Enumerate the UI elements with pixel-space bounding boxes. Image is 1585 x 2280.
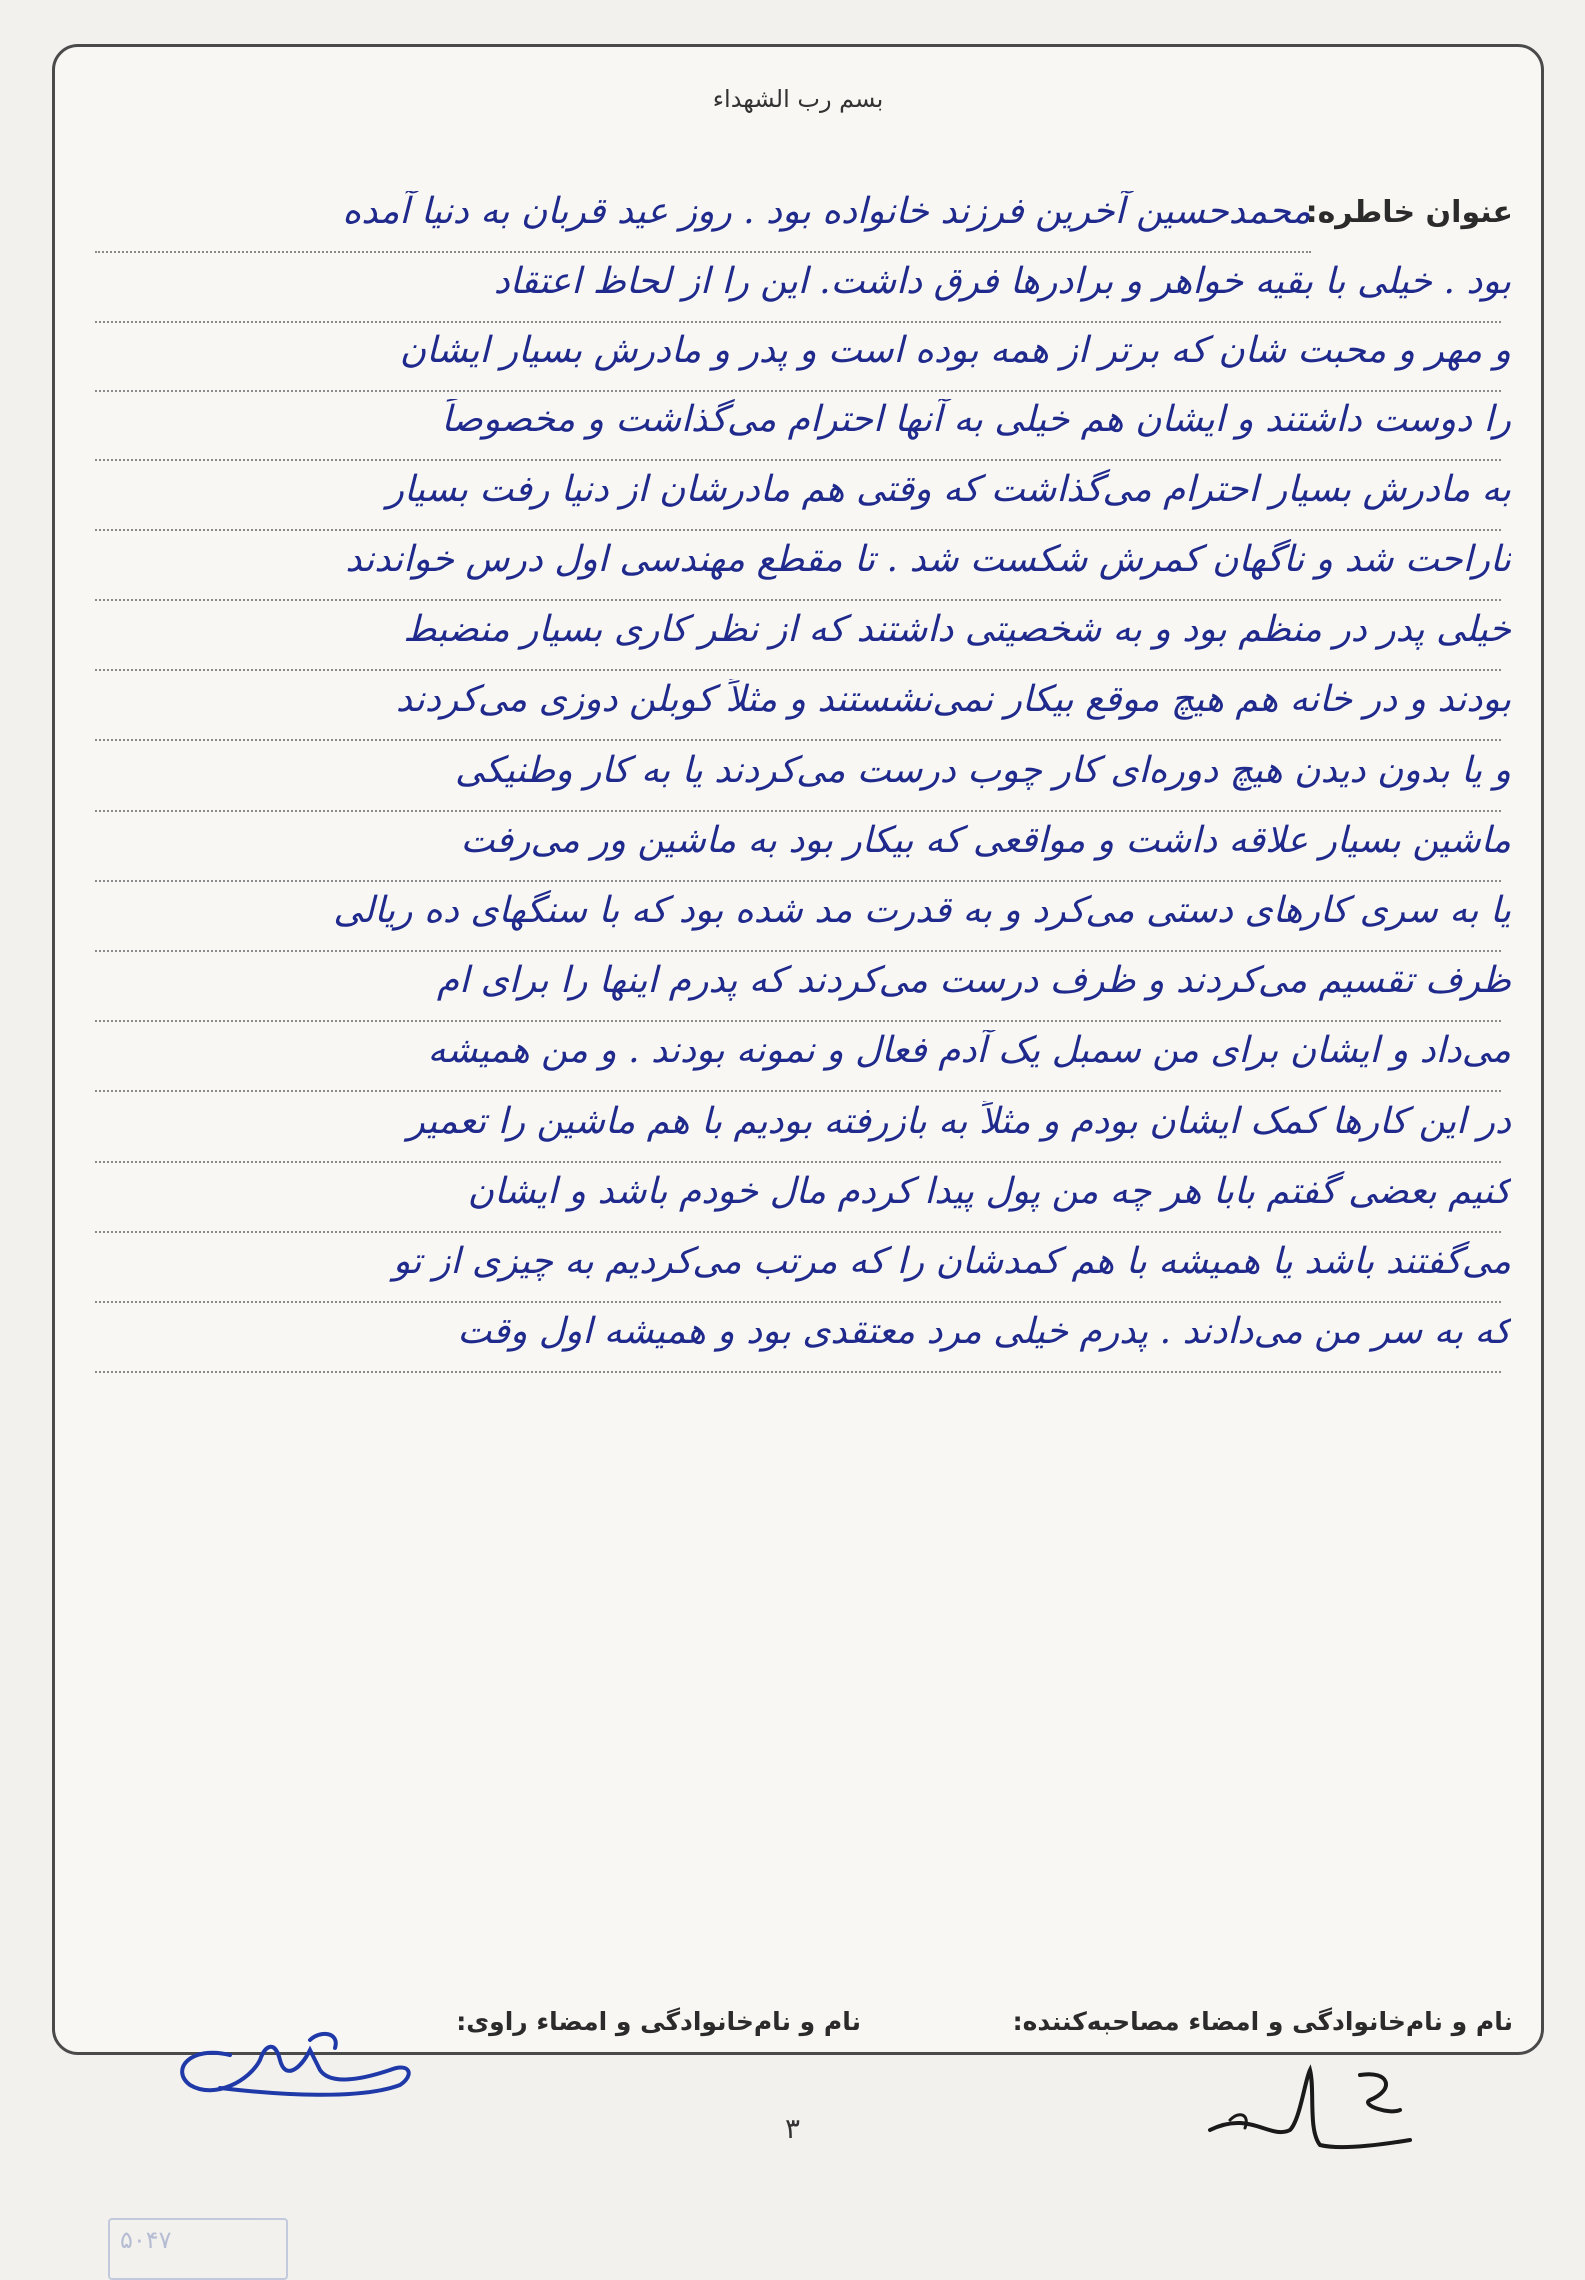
handwritten-line: به مادرش بسیار احترام می‌گذاشت که وقتی هم مادرشان از دنیا رفت بسیار (386, 469, 1511, 510)
handwritten-line: ماشین بسیار علاقه داشت و مواقعی که بیکار بود به ماشین ور می‌رفت (460, 820, 1511, 861)
form-frame (52, 44, 1544, 2055)
handwritten-line: و مهر و محبت شان که برتر از همه بوده است و پدر و مادرش بسیار ایشان (399, 330, 1511, 371)
handwritten-line: می‌داد و ایشان برای من سمبل یک آدم فعال و نمونه بودند . و من همیشه (427, 1030, 1511, 1071)
handwritten-line: ناراحت شد و ناگهان کمرش شکست شد . تا مقطع مهندسی اول درس خواندند (345, 539, 1511, 580)
handwritten-line: محمدحسین آخرین فرزند خانواده بود . روز عید قربان به دنیا آمده (342, 191, 1311, 232)
basmala-header: بسم رب الشهداء (712, 85, 884, 113)
page-number: ۳ (784, 2112, 801, 2145)
handwritten-line: و یا بدون دیدن هیچ دوره‌ای کار چوب درست می‌کردند یا به کار وطنیکی (454, 750, 1511, 791)
handwritten-line: را دوست داشتند و ایشان هم خیلی به آنها احترام می‌گذاشت و مخصوصاً (441, 399, 1511, 440)
handwritten-line: بود . خیلی با بقیه خواهر و برادرها فرق داشت. این را از لحاظ اعتقاد (493, 261, 1511, 302)
handwritten-line: در این کارها کمک ایشان بودم و مثلاً به بازرفته بودیم با هم ماشین را تعمیر (407, 1101, 1511, 1142)
narrator-signature-label: نام و نام‌خانوادگی و امضاء راوی: (456, 2007, 861, 2036)
handwritten-line: که به سر من می‌دادند . پدرم خیلی مرد معتقدی بود و همیشه اول وقت (457, 1311, 1511, 1352)
interviewer-signature (1190, 2060, 1430, 2160)
narrator-signature (160, 2000, 430, 2100)
memoir-title-label: عنوان خاطره: (1305, 195, 1513, 230)
handwritten-line: کنیم بعضی گفتم بابا هر چه من پول پیدا کردم مال خودم باشد و ایشان (467, 1171, 1511, 1212)
archive-stamp: ۵۰۴۷ (108, 2218, 288, 2280)
interviewer-signature-label: نام و نام‌خانوادگی و امضاء مصاحبه‌کننده: (1012, 2007, 1513, 2036)
handwritten-line: می‌گفتند باشد یا همیشه با هم کمدشان را که مرتب می‌کردیم به چیزی از تو (392, 1241, 1511, 1282)
handwritten-line: بودند و در خانه هم هیچ موقع بیکار نمی‌نشستند و مثلاً کوبلن دوزی می‌کردند (395, 679, 1511, 720)
handwritten-line: ظرف تقسیم می‌کردند و ظرف درست می‌کردند که پدرم اینها را برای ام (436, 960, 1511, 1001)
handwritten-line: یا به سری کارهای دستی می‌کرد و به قدرت مد شده بود که با سنگهای ده ریالی (333, 890, 1511, 931)
handwritten-line: خیلی پدر در منظم بود و به شخصیتی داشتند که از نظر کاری بسیار منضبط (403, 609, 1511, 650)
